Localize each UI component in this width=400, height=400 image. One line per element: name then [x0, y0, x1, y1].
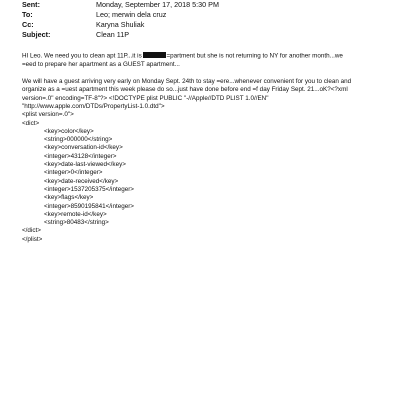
dict-close: </dict> [22, 227, 41, 235]
to-row [22, 10, 392, 20]
sent-label: Sent: [22, 0, 40, 9]
paragraph-1-line-2: =eed to prepare her apartment as a GUEST apartment... [22, 60, 180, 68]
dict-line: <integer>1537205375</integer> [44, 185, 134, 193]
sent-value: Monday, September 17, 2018 5:30 PM [96, 0, 219, 9]
dict-line: <string>80483</string> [44, 219, 109, 227]
cc-row [22, 20, 392, 30]
redaction-box [143, 52, 166, 58]
dict-line: <integer>8590195841</integer> [44, 202, 134, 210]
email-body [22, 52, 392, 253]
paragraph-1 [22, 52, 392, 69]
to-label: To: [22, 10, 33, 19]
subject-row [22, 30, 392, 40]
to-value: Leo; merwin dela cruz [96, 10, 167, 19]
paragraph-1-line-1 [22, 52, 392, 61]
dict-line: <key>conversation-id</key> [44, 144, 123, 152]
email-header [22, 0, 392, 40]
paragraph-2-line-2: organize as a =uest apartment this week please do so...just have done before end =f day Friday Sept. 21...oK?<?xml [22, 86, 348, 94]
dict-open: <dict> [22, 119, 40, 127]
dict-line: <key>date-last-viewed</key> [44, 161, 126, 169]
paragraph-2-line-3: version=.0" encoding=TF-8"?> <!DOCTYPE plist PUBLIC "-//Apple//DTD PLIST 1.0//EN" [22, 94, 269, 102]
p1-line1-before: HI Leo. We need you to clean apt 11P...it is [22, 52, 144, 60]
cc-value: Karyna Shuliak [96, 20, 145, 29]
plist-close: </plist> [22, 235, 43, 243]
dict-line: <key>flags</key> [44, 194, 94, 202]
paragraph-2-line-1: We will have a guest arriving very early on Monday Sept. 24th to stay =ere...whenever convenient for you to clean and [22, 78, 352, 86]
paragraph-2 [22, 78, 392, 244]
dict-line: <integer>0</integer> [44, 169, 103, 177]
plist-open: <plist version=.0"> [22, 111, 74, 119]
dict-line: <integer>43128</integer> [44, 152, 117, 160]
p1-line1-after: =partment but she is not returning to NY for another month...we [166, 52, 343, 60]
subject-value: Clean 11P [96, 30, 130, 39]
dict-line: <string>000000</string> [44, 136, 113, 144]
dict-line: <key>date-received</key> [44, 177, 119, 185]
cc-label: Cc: [22, 20, 34, 29]
dict-line: <key>color</key> [44, 127, 94, 135]
dict-line: <key>remote-id</key> [44, 210, 107, 218]
subject-label: Subject: [22, 30, 51, 39]
sent-row [22, 0, 392, 10]
paragraph-2-line-4: "http://www.apple.com/DTDs/PropertyList-1.0.dtd"> [22, 102, 165, 110]
